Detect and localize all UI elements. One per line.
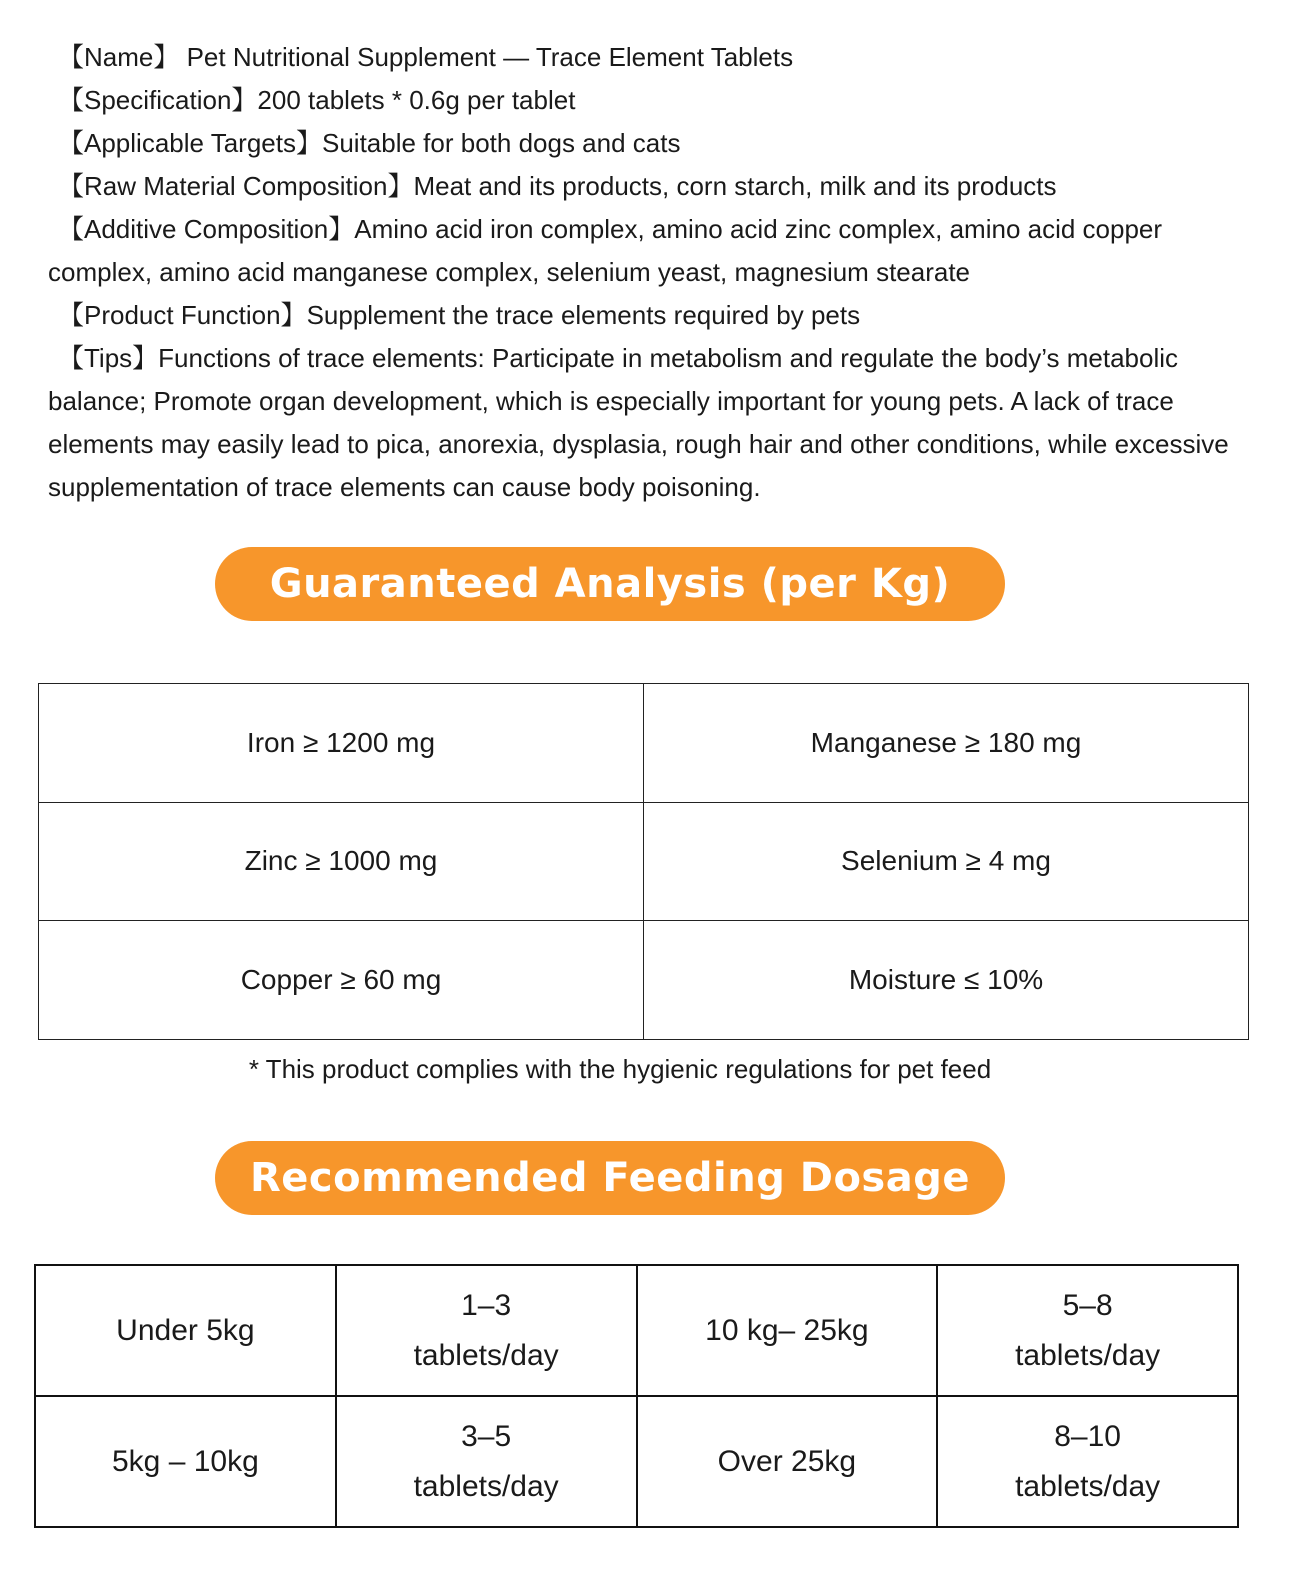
product-info xyxy=(48,36,1258,509)
analysis-cell: Zinc ≥ 1000 mg xyxy=(39,802,644,921)
info-line-targets: 【Applicable Targets】Suitable for both dogs and cats xyxy=(58,128,681,158)
analysis-cell: Manganese ≥ 180 mg xyxy=(644,684,1249,803)
amount-value: 5–8 xyxy=(1062,1288,1113,1322)
analysis-banner: Guaranteed Analysis (per Kg) xyxy=(215,547,1005,621)
amount-value: 1–3 xyxy=(461,1288,512,1322)
info-line-name: 【Name】 Pet Nutritional Supplement — Trace Element Tablets xyxy=(58,42,794,72)
info-line-additive: 【Additive Composition】Amino acid iron complex, amino acid zinc complex, amino acid copper complex, amino acid manganese complex, selenium yeast, magnesium stearate xyxy=(48,214,1163,287)
amount-unit: tablets/day xyxy=(1015,1338,1161,1372)
analysis-cell: Moisture ≤ 10% xyxy=(644,921,1249,1040)
amount-unit: tablets/day xyxy=(413,1338,559,1372)
info-line-raw-material: 【Raw Material Composition】Meat and its products, corn starch, milk and its products xyxy=(58,171,1057,201)
amount-value: 3–5 xyxy=(461,1419,512,1453)
dosage-banner: Recommended Feeding Dosage xyxy=(215,1141,1005,1215)
weight-cell: 10 kg– 25kg xyxy=(637,1265,938,1396)
info-line-function: 【Product Function】Supplement the trace elements required by pets xyxy=(58,300,861,330)
dosage-table xyxy=(34,1264,1239,1528)
info-line-tips: 【Tips】Functions of trace elements: Participate in metabolism and regulate the body’s metabolic balance; Promote organ development, which is especially important for young pets. A lack of trace elements may easily lead to pica, anorexia, dysplasia, rough hair and other conditions, while excessive supplementation of trace elements can cause body poisoning. xyxy=(48,343,1229,502)
table-row xyxy=(35,1396,1238,1527)
table-row xyxy=(35,1265,1238,1396)
amount-value: 8–10 xyxy=(1054,1419,1121,1453)
analysis-table xyxy=(38,683,1249,1040)
table-row xyxy=(39,921,1249,1040)
analysis-cell: Copper ≥ 60 mg xyxy=(39,921,644,1040)
amount-cell xyxy=(336,1265,637,1396)
amount-cell xyxy=(336,1396,637,1527)
analysis-cell: Iron ≥ 1200 mg xyxy=(39,684,644,803)
amount-unit: tablets/day xyxy=(413,1469,559,1503)
analysis-cell: Selenium ≥ 4 mg xyxy=(644,802,1249,921)
weight-cell: Over 25kg xyxy=(637,1396,938,1527)
weight-cell: 5kg – 10kg xyxy=(35,1396,336,1527)
compliance-note: * This product complies with the hygienic regulations for pet feed xyxy=(248,1054,992,1084)
info-line-specification: 【Specification】200 tablets * 0.6g per tablet xyxy=(58,85,576,115)
amount-unit: tablets/day xyxy=(1015,1469,1161,1503)
table-row xyxy=(39,684,1249,803)
amount-cell xyxy=(937,1265,1238,1396)
amount-cell xyxy=(937,1396,1238,1527)
table-row xyxy=(39,802,1249,921)
weight-cell: Under 5kg xyxy=(35,1265,336,1396)
